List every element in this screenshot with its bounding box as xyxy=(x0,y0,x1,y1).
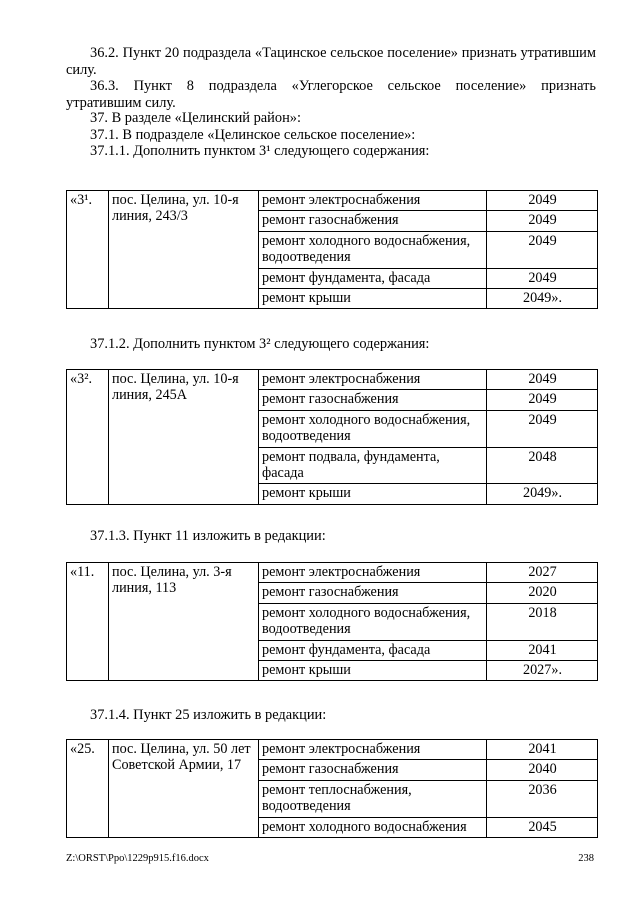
year-cell: 2049 xyxy=(487,211,598,231)
table-row xyxy=(67,740,598,760)
year-cell: 2040 xyxy=(487,760,598,780)
paragraph-37-1: 37.1. В подразделе «Целинское сельское поселение»: xyxy=(90,127,416,143)
work-type-cell: ремонт фундамента, фасада xyxy=(259,640,487,660)
year-cell: 2041 xyxy=(487,740,598,760)
item-number: «11. xyxy=(67,563,109,681)
year-cell: 2049 xyxy=(487,268,598,288)
work-type-cell: ремонт фундамента, фасада xyxy=(259,268,487,288)
year-cell: 2049». xyxy=(487,289,598,309)
year-cell: 2049 xyxy=(487,191,598,211)
year-cell: 2036 xyxy=(487,780,598,817)
amendment-table xyxy=(66,190,598,309)
address-cell: пос. Целина, ул. 3-я линия, 113 xyxy=(109,563,259,681)
work-type-cell: ремонт электроснабжения xyxy=(259,563,487,583)
work-type-cell: ремонт холодного водоснабжения, водоотведения xyxy=(259,410,487,447)
table-row xyxy=(67,191,598,211)
work-type-cell: ремонт электроснабжения xyxy=(259,740,487,760)
work-type-cell: ремонт теплоснабжения, водоотведения xyxy=(259,780,487,817)
footer-page-number: 238 xyxy=(578,853,594,864)
work-type-cell: ремонт холодного водоснабжения xyxy=(259,817,487,837)
work-type-cell: ремонт холодного водоснабжения, водоотведения xyxy=(259,603,487,640)
address-cell: пос. Целина, ул. 10-я линия, 243/3 xyxy=(109,191,259,309)
year-cell: 2048 xyxy=(487,447,598,484)
year-cell: 2027». xyxy=(487,661,598,681)
year-cell: 2049 xyxy=(487,390,598,410)
address-cell: пос. Целина, ул. 10-я линия, 245А xyxy=(109,370,259,505)
work-type-cell: ремонт крыши xyxy=(259,289,487,309)
paragraph-36-2: 36.2. Пункт 20 подраздела «Тацинское сельское поселение» признать утратившим силу. xyxy=(66,45,596,78)
table-row xyxy=(67,563,598,583)
work-type-cell: ремонт крыши xyxy=(259,661,487,681)
year-cell: 2049 xyxy=(487,410,598,447)
year-cell: 2045 xyxy=(487,817,598,837)
work-type-cell: ремонт электроснабжения xyxy=(259,191,487,211)
work-type-cell: ремонт электроснабжения xyxy=(259,370,487,390)
work-type-cell: ремонт газоснабжения xyxy=(259,211,487,231)
year-cell: 2018 xyxy=(487,603,598,640)
amendment-table xyxy=(66,739,598,838)
work-type-cell: ремонт газоснабжения xyxy=(259,390,487,410)
year-cell: 2020 xyxy=(487,583,598,603)
amendment-table xyxy=(66,369,598,505)
year-cell: 2049 xyxy=(487,231,598,268)
address-cell: пос. Целина, ул. 50 лет Советской Армии, 17 xyxy=(109,740,259,838)
paragraph-36-3: 36.3. Пункт 8 подраздела «Углегорское сельское поселение» признать утратившим силу. xyxy=(66,78,596,111)
work-type-cell: ремонт подвала, фундамента, фасада xyxy=(259,447,487,484)
paragraph-37-1-3: 37.1.3. Пункт 11 изложить в редакции: xyxy=(90,528,326,544)
paragraph-37-1-4: 37.1.4. Пункт 25 изложить в редакции: xyxy=(90,707,327,723)
paragraph-37: 37. В разделе «Целинский район»: xyxy=(90,110,301,126)
year-cell: 2049». xyxy=(487,484,598,504)
year-cell: 2027 xyxy=(487,563,598,583)
item-number: «3². xyxy=(67,370,109,505)
work-type-cell: ремонт крыши xyxy=(259,484,487,504)
year-cell: 2041 xyxy=(487,640,598,660)
work-type-cell: ремонт холодного водоснабжения, водоотведения xyxy=(259,231,487,268)
item-number: «25. xyxy=(67,740,109,838)
year-cell: 2049 xyxy=(487,370,598,390)
work-type-cell: ремонт газоснабжения xyxy=(259,760,487,780)
item-number: «3¹. xyxy=(67,191,109,309)
footer-file-path: Z:\ORST\Ppo\1229p915.f16.docx xyxy=(66,853,209,864)
work-type-cell: ремонт газоснабжения xyxy=(259,583,487,603)
paragraph-37-1-2: 37.1.2. Дополнить пунктом 3² следующего содержания: xyxy=(90,336,430,352)
amendment-table xyxy=(66,562,598,681)
paragraph-37-1-1: 37.1.1. Дополнить пунктом 3¹ следующего содержания: xyxy=(90,143,430,159)
table-row xyxy=(67,370,598,390)
